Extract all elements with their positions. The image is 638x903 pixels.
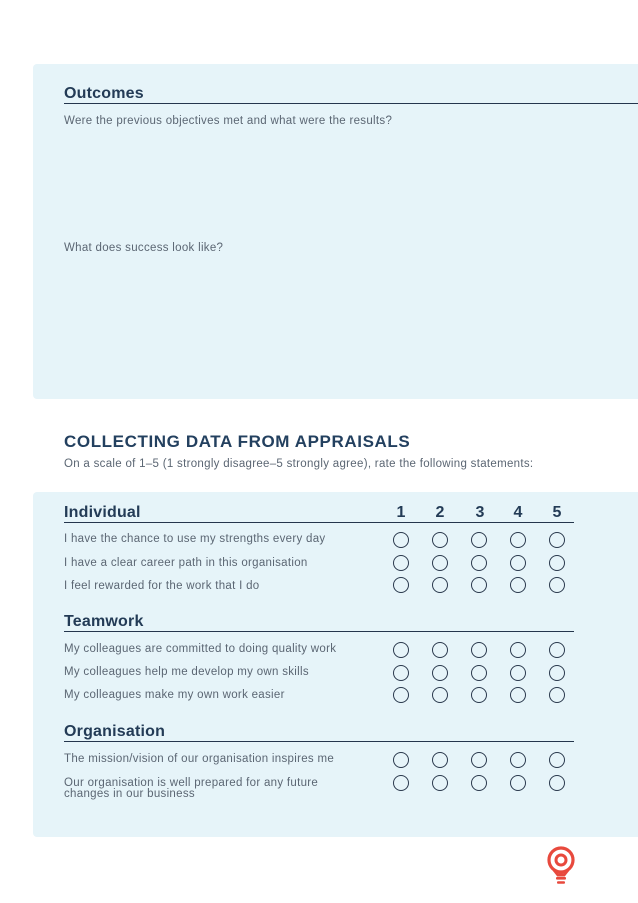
appraisals-heading: COLLECTING DATA FROM APPRAISALS xyxy=(64,432,411,451)
rating-radio-row7-option3[interactable] xyxy=(471,752,487,768)
rating-radio-row1-option4[interactable] xyxy=(510,532,526,548)
rating-radio-row2-option2[interactable] xyxy=(432,555,448,571)
rating-radio-row5-option2[interactable] xyxy=(432,665,448,681)
scale-label-4: 4 xyxy=(513,504,523,521)
statement-rewarded: I feel rewarded for the work that I do xyxy=(64,580,260,592)
rating-radio-row6-option1[interactable] xyxy=(393,687,409,703)
rating-radio-row6-option3[interactable] xyxy=(471,687,487,703)
rating-radio-row1-option3[interactable] xyxy=(471,532,487,548)
statement-quality-work: My colleagues are committed to doing quality work xyxy=(64,643,337,655)
rating-radio-row4-option5[interactable] xyxy=(549,642,565,658)
group-title-individual: Individual xyxy=(64,504,141,521)
appraisals-intro: On a scale of 1–5 (1 strongly disagree–5 strongly agree), rate the following statements: xyxy=(64,458,534,470)
scale-label-1: 1 xyxy=(396,504,406,521)
rating-radio-row8-option4[interactable] xyxy=(510,775,526,791)
rating-radio-row8-option5[interactable] xyxy=(549,775,565,791)
group-title-organisation: Organisation xyxy=(64,723,166,740)
scale-label-5: 5 xyxy=(552,504,562,521)
rating-radio-row7-option4[interactable] xyxy=(510,752,526,768)
lightbulb-logo-icon xyxy=(545,845,577,885)
rating-radio-row7-option5[interactable] xyxy=(549,752,565,768)
rating-radio-row4-option2[interactable] xyxy=(432,642,448,658)
statement-develop-skills: My colleagues help me develop my own skills xyxy=(64,666,309,678)
rating-radio-row1-option2[interactable] xyxy=(432,532,448,548)
rating-radio-row8-option2[interactable] xyxy=(432,775,448,791)
rating-radio-row2-option4[interactable] xyxy=(510,555,526,571)
group-rule-teamwork xyxy=(64,631,574,632)
statement-mission-vision: The mission/vision of our organisation inspires me xyxy=(64,753,335,765)
rating-radio-row1-option5[interactable] xyxy=(549,532,565,548)
rating-radio-row1-option1[interactable] xyxy=(393,532,409,548)
rating-radio-row3-option2[interactable] xyxy=(432,577,448,593)
rating-radio-row5-option1[interactable] xyxy=(393,665,409,681)
group-rule-organisation xyxy=(64,741,574,742)
outcomes-question-objectives: Were the previous objectives met and what were the results? xyxy=(64,115,393,127)
rating-radio-row3-option4[interactable] xyxy=(510,577,526,593)
rating-radio-row5-option5[interactable] xyxy=(549,665,565,681)
rating-radio-row4-option4[interactable] xyxy=(510,642,526,658)
rating-radio-row7-option2[interactable] xyxy=(432,752,448,768)
statement-prepared-for-change: Our organisation is well prepared for any future changes in our business xyxy=(64,777,319,800)
group-rule-individual xyxy=(64,522,574,523)
rating-radio-row3-option5[interactable] xyxy=(549,577,565,593)
outcomes-question-success: What does success look like? xyxy=(64,242,224,254)
rating-radio-row2-option5[interactable] xyxy=(549,555,565,571)
rating-radio-row8-option1[interactable] xyxy=(393,775,409,791)
rating-radio-row3-option1[interactable] xyxy=(393,577,409,593)
statement-work-easier: My colleagues make my own work easier xyxy=(64,689,285,701)
rating-radio-row8-option3[interactable] xyxy=(471,775,487,791)
outcomes-title: Outcomes xyxy=(64,85,144,102)
rating-radio-row3-option3[interactable] xyxy=(471,577,487,593)
rating-radio-row5-option4[interactable] xyxy=(510,665,526,681)
rating-radio-row2-option1[interactable] xyxy=(393,555,409,571)
statement-career-path: I have a clear career path in this organisation xyxy=(64,557,308,569)
outcomes-rule xyxy=(64,103,638,104)
scale-label-2: 2 xyxy=(435,504,445,521)
statement-strengths: I have the chance to use my strengths every day xyxy=(64,533,326,545)
rating-radio-row6-option2[interactable] xyxy=(432,687,448,703)
rating-radio-row5-option3[interactable] xyxy=(471,665,487,681)
rating-radio-row7-option1[interactable] xyxy=(393,752,409,768)
scale-label-3: 3 xyxy=(475,504,485,521)
rating-radio-row6-option5[interactable] xyxy=(549,687,565,703)
rating-radio-row4-option1[interactable] xyxy=(393,642,409,658)
group-title-teamwork: Teamwork xyxy=(64,613,144,630)
rating-radio-row2-option3[interactable] xyxy=(471,555,487,571)
rating-radio-row4-option3[interactable] xyxy=(471,642,487,658)
rating-radio-row6-option4[interactable] xyxy=(510,687,526,703)
